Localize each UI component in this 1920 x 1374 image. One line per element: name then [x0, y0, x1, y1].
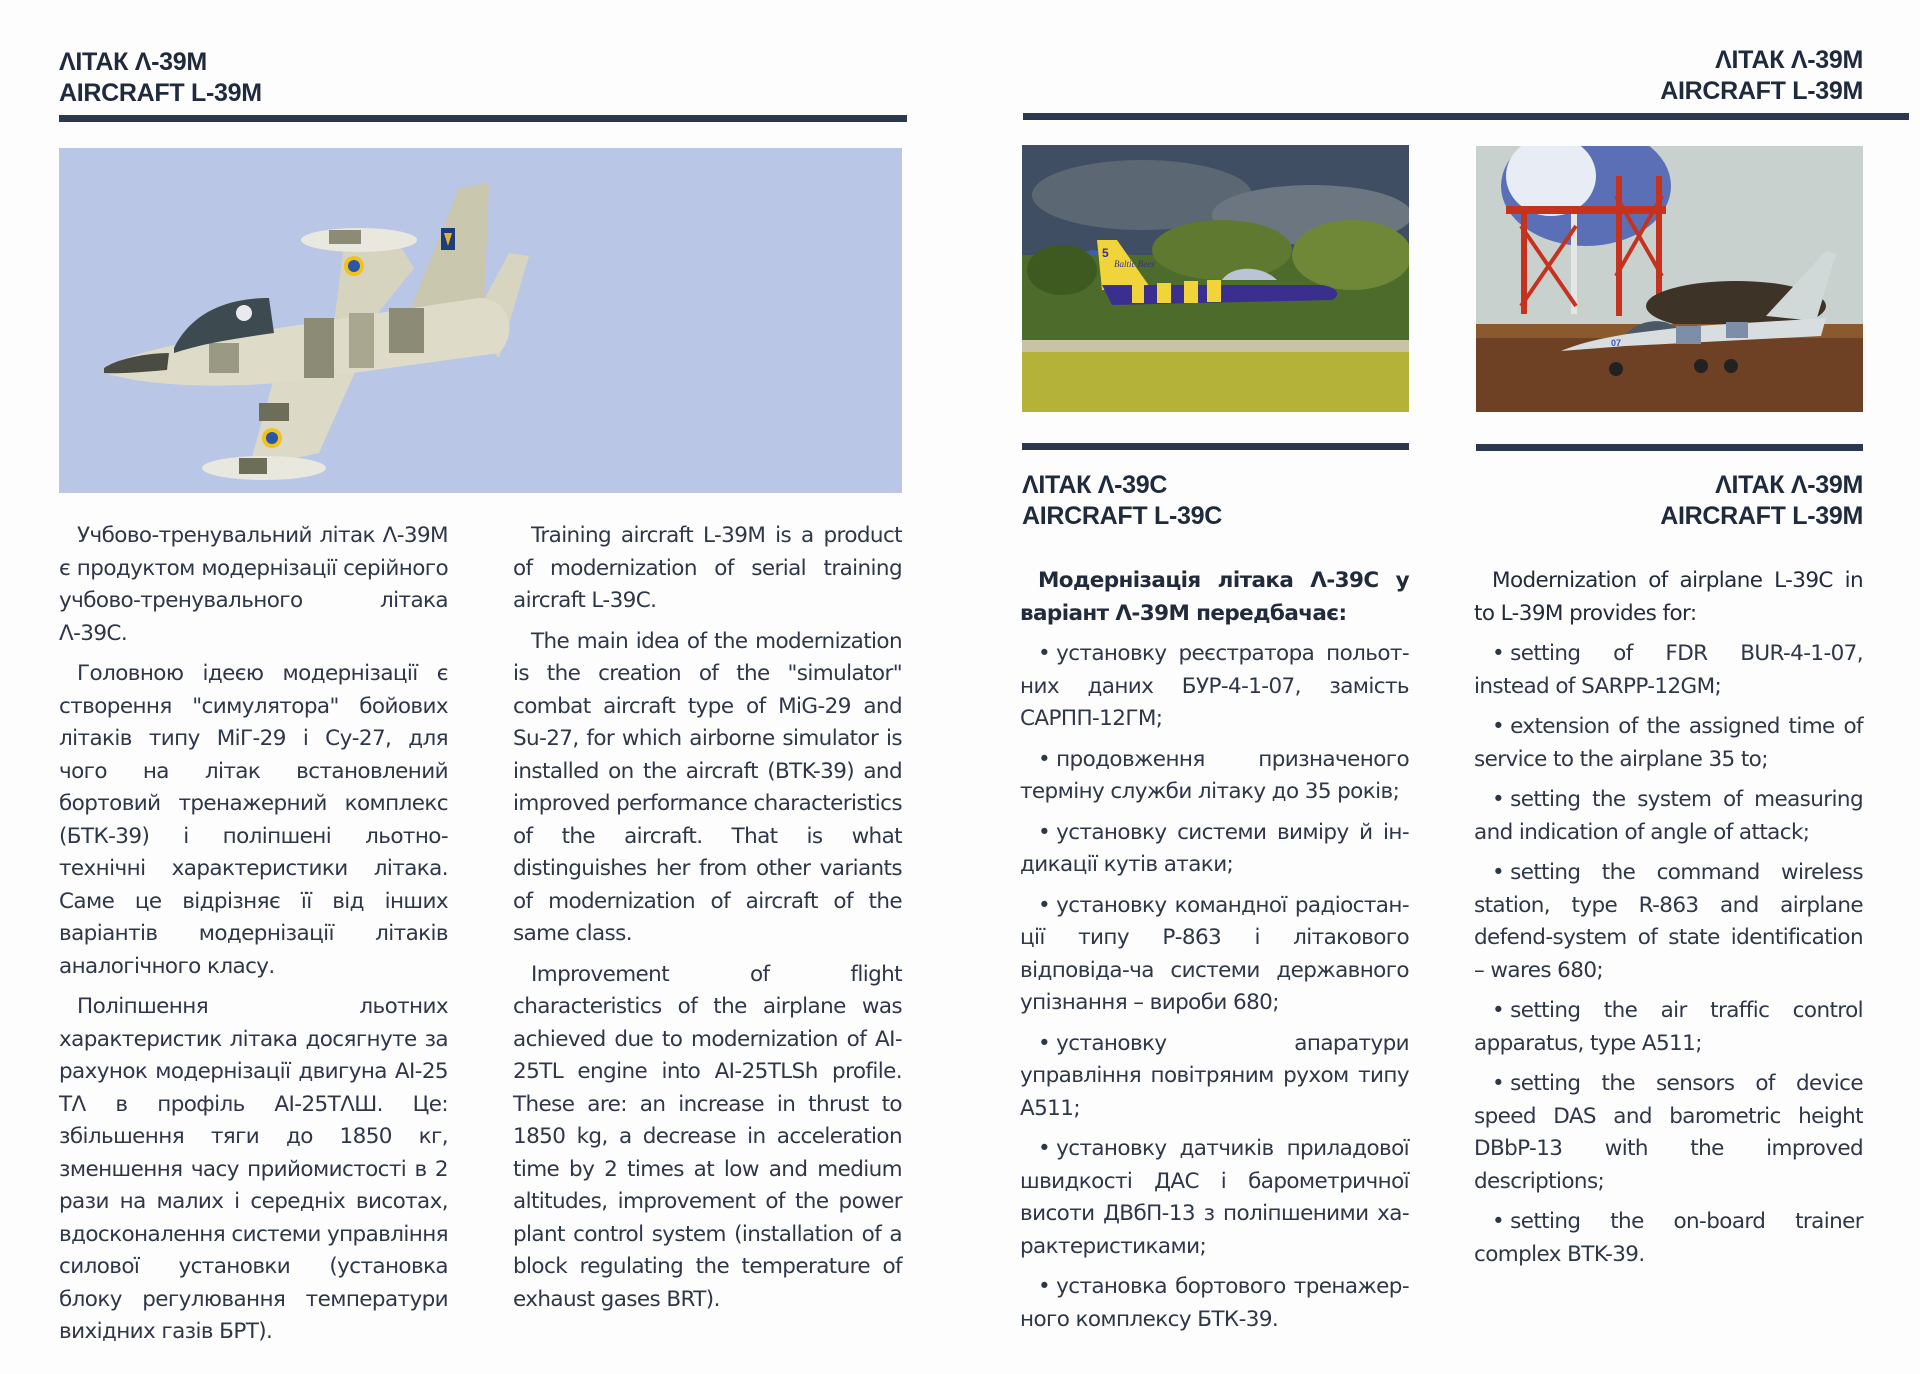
- ua-section-rule: [1022, 443, 1409, 450]
- bullet-icon: •: [1038, 1030, 1051, 1056]
- list-item: • setting the on-board trainer complex BTK-39.: [1474, 1209, 1863, 1267]
- list-item: • setting the command wireless station, type R-863 and airplane defend-system of state identification – wares 680;: [1474, 860, 1863, 983]
- side-number: 07: [1611, 338, 1622, 348]
- list-item: • extension of the assigned time of service to the airplane 35 to;: [1474, 714, 1863, 772]
- l39m-radar-photo: [1476, 146, 1863, 412]
- bullet-icon: •: [1038, 892, 1051, 918]
- en-paragraph: The main idea of the modernization is the creation of the "simulator" combat aircraft type of MiG-29 and Su-27, for which airborne simulator is installed on the aircraft (BTK-39) and improved performance characteristics of the aircraft. That is what distinguishes her from other variants of modernization of aircraft of the same class.: [513, 628, 902, 946]
- bullet-icon: •: [1492, 1071, 1505, 1096]
- ua-paragraph: Поліпшення льотних характеристик літака досягнуте за рахунок модернізації двигуна АІ-25 ТΛ в профіль АІ-25ТΛШ. Це: збільшення тяги до 1850 кг, зменшення часу прийомистості в 2 рази на малих і середніх висотах, вдосконалення системи управління силової установки (установка блоку регулювання температури вихідних газів БРТ).: [59, 994, 448, 1344]
- en-description-column: [513, 520, 902, 1324]
- ua-section-heading-ua: ΛІТАК Λ-39С: [1022, 471, 1168, 499]
- left-heading-ua: ΛІТАК Λ-39М: [59, 48, 207, 76]
- right-heading-en: AIRCRAFT L-39M: [1660, 77, 1863, 105]
- bullet-icon: •: [1038, 1274, 1051, 1299]
- en-section-heading: [1660, 470, 1863, 532]
- right-header-rule: [1023, 113, 1909, 120]
- ua-paragraph: Головною ідеєю модернізації є створення "симулятора" бойових літаків типу МіГ-29 і Су-27, для чого на літак встановлений бортовий тренажерний комплекс (БТК-39) і поліпшені льотно-технічні характеристики літака. Саме це відрізняє її від інших варіантів модернізації літаків аналогічного класу.: [59, 661, 448, 979]
- list-item: • установку реєстратора польот-них даних БУР-4-1-07, замість САРПП-12ГМ;: [1020, 641, 1409, 731]
- list-item: • установку апаратури управління повітряним рухом типу А511;: [1020, 1030, 1409, 1121]
- left-page-heading: [59, 47, 262, 109]
- bullet-icon: •: [1038, 746, 1051, 772]
- tail-text: Baltic Bees: [1114, 259, 1155, 269]
- list-item: • установку датчиків приладової швидкості ДАС і барометричної висоти ДВбП-13 з поліпшеними ха-рактеристиками;: [1020, 1136, 1409, 1259]
- list-item: • установка бортового тренажер-ного комплексу БТК-39.: [1020, 1274, 1409, 1332]
- ua-section-heading: [1022, 470, 1222, 532]
- left-heading-en: AIRCRAFT L-39M: [59, 79, 262, 107]
- bullet-icon: •: [1492, 1209, 1505, 1234]
- list-item: • установку командної радіостан-ції типу Р-863 і літакового відповіда-ча системи державного упізнання – вироби 680;: [1020, 892, 1409, 1015]
- bullet-icon: •: [1492, 641, 1505, 666]
- list-item: • setting the sensors of device speed DAS and barometric height DBbP-13 with the improved descriptions;: [1474, 1071, 1863, 1194]
- ua-description-column: [59, 520, 448, 1357]
- en-section-heading-ua: ΛІТАК Λ-39М: [1715, 471, 1863, 499]
- ua-section-heading-en: AIRCRAFT L-39C: [1022, 502, 1222, 530]
- en-section-heading-en: AIRCRAFT L-39M: [1660, 502, 1863, 530]
- bullet-icon: •: [1038, 819, 1051, 845]
- en-section-rule: [1476, 444, 1863, 451]
- list-item: • установку системи виміру й ін-дикації кутів атаки;: [1020, 819, 1409, 877]
- en-modernization-list: [1474, 565, 1863, 1279]
- right-heading-ua: ΛІТАК Λ-39М: [1715, 46, 1863, 74]
- bullet-icon: •: [1038, 1136, 1051, 1161]
- list-item: • setting the air traffic control apparatus, type A511;: [1474, 998, 1863, 1056]
- bullet-icon: •: [1492, 714, 1505, 739]
- en-list-intro: Modernization of airplane L-39C in to L-39M provides for:: [1474, 568, 1863, 626]
- en-paragraph: Training aircraft L-39M is a product of modernization of serial training aircraft L-39C.: [513, 523, 902, 613]
- en-paragraph: Improvement of flight characteristics of the airplane was achieved due to modernization of AI-25TL engine into AI-25TLSh profile. These are: an increase in thrust to 1850 kg, a decrease in acceleration time by 2 times at low and medium altitudes, improvement of the power plant control system (installation of a block regulating the temperature of exhaust gases BRT).: [513, 961, 902, 1312]
- right-page-heading: [1660, 45, 1863, 107]
- main-aircraft-photo: [59, 148, 902, 493]
- l39c-baltic-bees-photo: [1022, 145, 1409, 412]
- tail-number: 5: [1102, 246, 1109, 260]
- ua-paragraph: Учбово-тренувальний літак Λ-39М є продуктом модернізації серійного учбово-тренувального літака Λ-39С.: [59, 523, 448, 646]
- list-item: • setting the system of measuring and indication of angle of attack;: [1474, 787, 1863, 845]
- ua-modernization-list: [1020, 565, 1409, 1344]
- bullet-icon: •: [1492, 998, 1505, 1023]
- ua-list-intro: Модернізація літака Λ-39С у варіант Λ-39М передбачає:: [1020, 568, 1409, 626]
- bullet-icon: •: [1492, 787, 1505, 812]
- bullet-icon: •: [1038, 641, 1051, 666]
- left-header-rule: [59, 115, 907, 122]
- list-item: • продовження призначеного терміну служби літаку до 35 років;: [1020, 746, 1409, 804]
- bullet-icon: •: [1492, 860, 1505, 885]
- list-item: • setting of FDR BUR-4-1-07, instead of SARPP-12GM;: [1474, 641, 1863, 699]
